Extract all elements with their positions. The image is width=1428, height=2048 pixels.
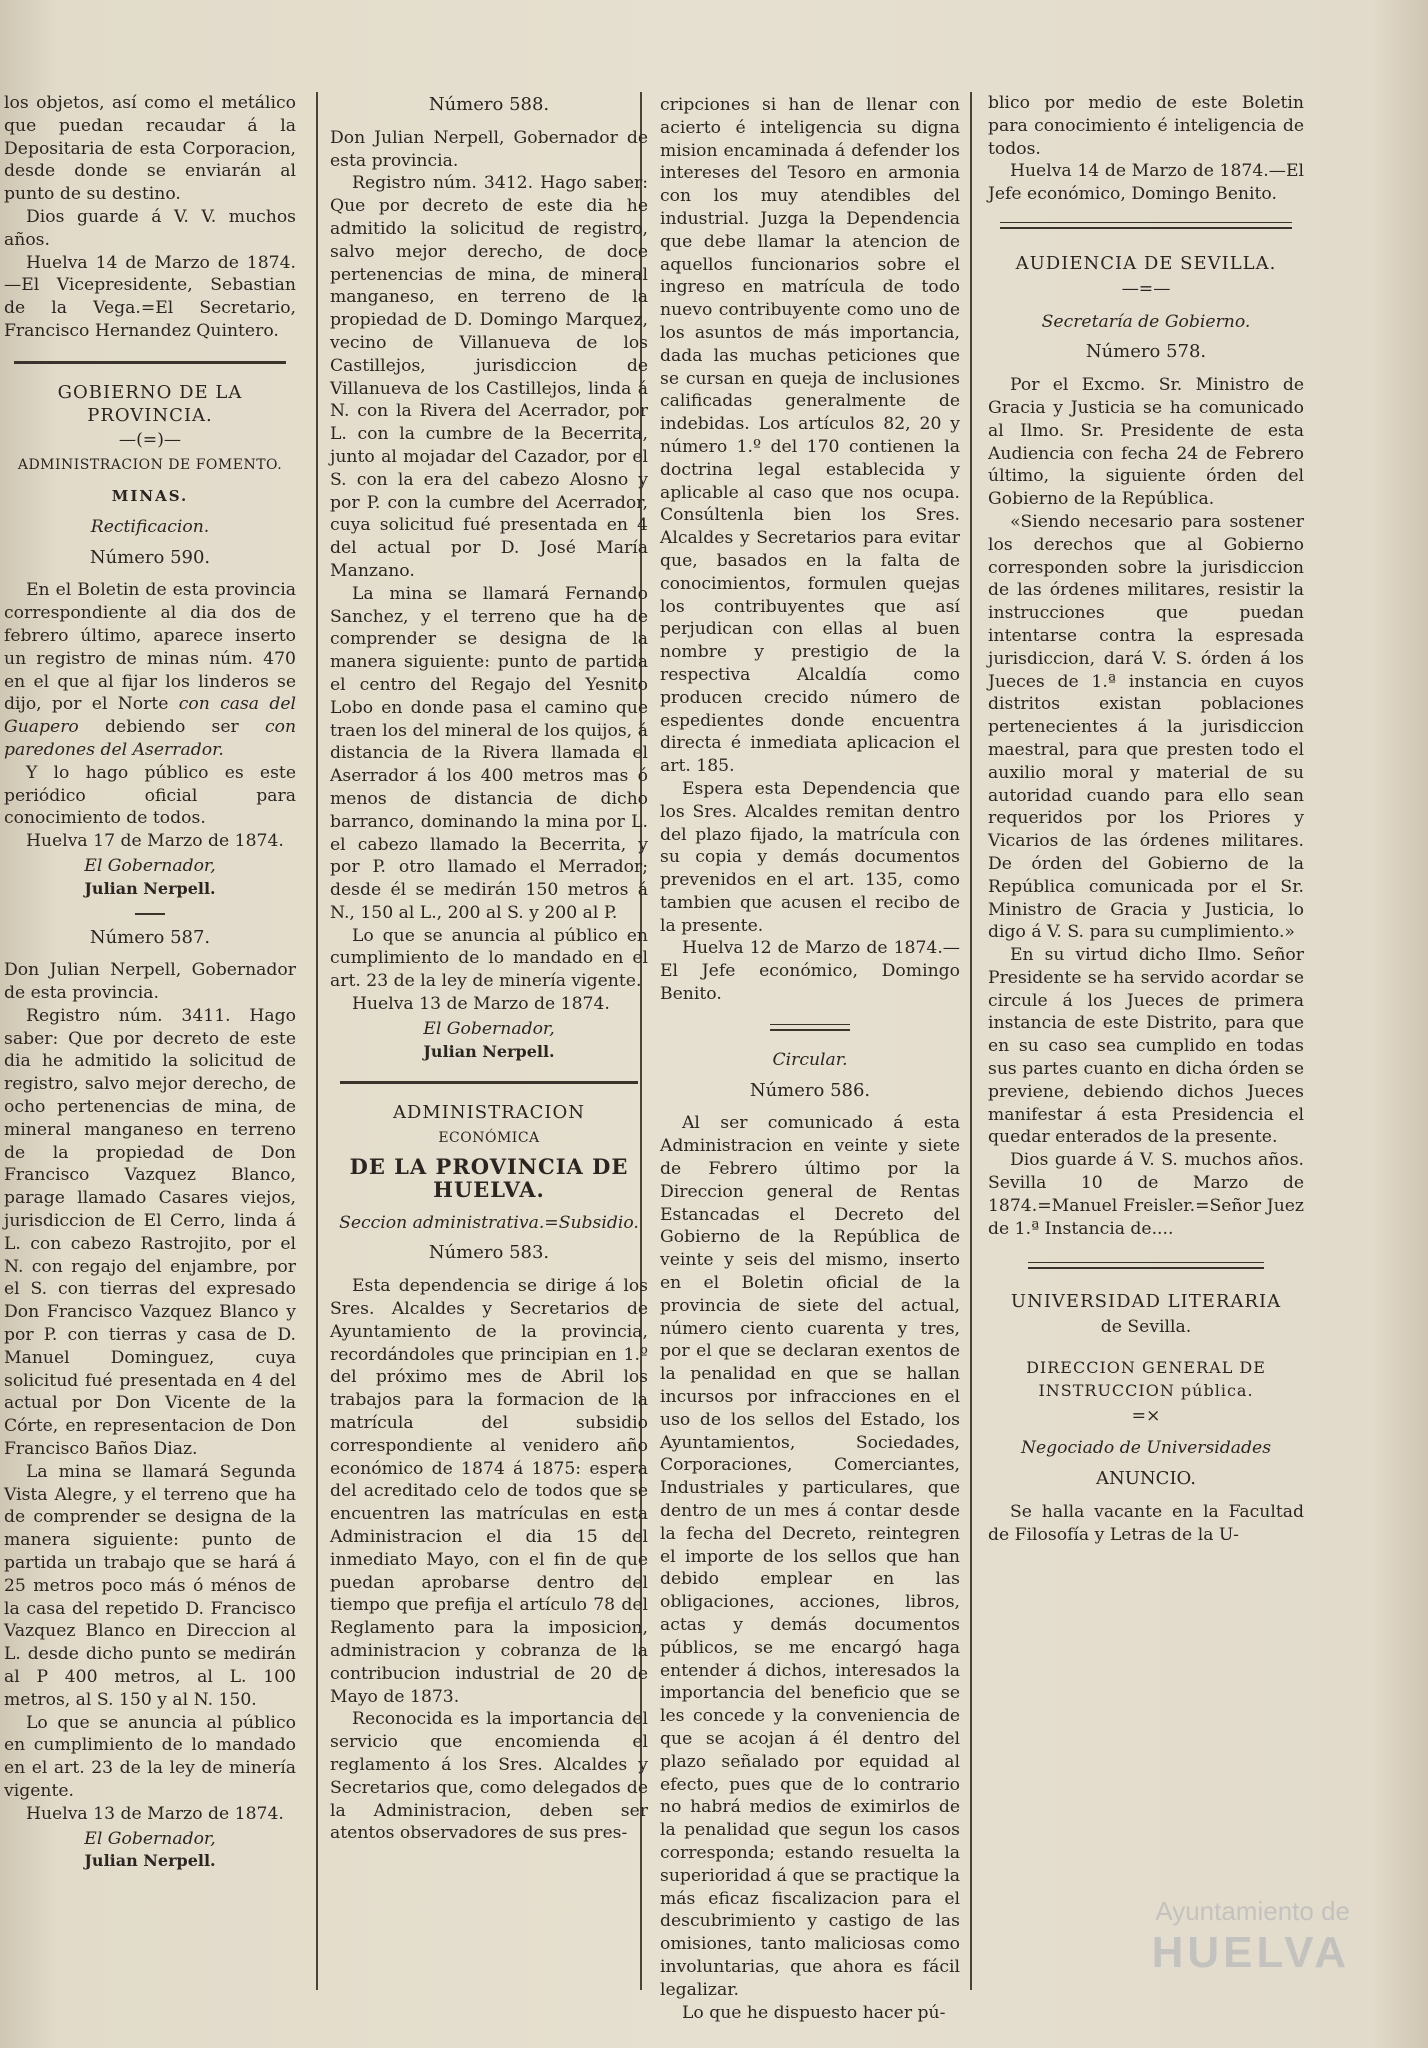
section-heading: UNIVERSIDAD LITERARIA — [1010, 1291, 1282, 1313]
section-rule — [1028, 1262, 1264, 1269]
date-line: Huelva 13 de Marzo de 1874. — [26, 1803, 284, 1824]
section-label: Seccion administrativa.=Subsidio. — [339, 1212, 639, 1233]
signature-block: Huelva 14 de Marzo de 1874.—El Vicepresidente, Sebastian de la Vega.=El Secretario, Francisco Hernandez Quintero. — [4, 252, 296, 341]
paragraph: Don Julian Nerpell, Gobernador de esta provincia. — [4, 960, 296, 1004]
paragraph: Reconocida es la importancia del servicio que encomienda el reglamento á los Sres. Alcaldes y Secretarios que, como delegados de la Administracion, deben ser atentos observadores de sus pres- — [330, 1709, 648, 1844]
section-rule — [14, 361, 286, 364]
paragraph: Lo que he dispuesto hacer pú- — [682, 2002, 946, 2023]
quoted-order: «Siendo necesario para sostener los derechos que al Gobierno corresponden sobre la jurisdiccion de las órdenes militares, resistir la instrucciones que puedan intentarse contra la espresada jurisdiccion, dará V. S. órden á los Jueces de 1.ª instancia en cuyos distritos existan poblaciones pertenecientes á la jurisdiccion maestral, para que presten todo el auxilio moral y material de su autoridad cuando para ello sean requeridos por los Priores y Vicarios de las órdenes militares. De órden del Gobierno de la República comunicada por el Sr. Ministro de Gracia y Justicia, lo digo á V. S. para su cumplimiento.» — [988, 511, 1304, 943]
paragraph: Esta dependencia se dirige á los Sres. Alcaldes y Secretarios de Ayuntamiento de la provincia, recordándoles que principian en 1.º del próximo mes de Abril los trabajos para la formacion de la matrícula del subsidio correspondiente al venidero año económico de 1874 á 1875: espera del acreditado celo de todos que se encuentren las matrículas en esta Administracion el dia 15 del inmediato Mayo, con el fin de que puedan aprobarse dentro del tiempo que prefija el artículo 78 del Reglamento para la imposicion, administracion y cobranza de la contribucion industrial de 20 de Mayo de 1873. — [330, 1276, 648, 1707]
column-2 — [330, 92, 648, 1845]
paragraph: La mina se llamará Segunda Vista Alegre, y el terreno que ha de comprender se designa de la manera siguiente: punto de partida un trabajo que se hará á 25 metros poco más ó ménos de la casa del repetido D. Francisco Vazquez Blanco en Direccion al L. desde dicho punto se medirán al P 400 metros, al L. 100 metros, al S. 150 y al N. 150. — [4, 1461, 296, 1710]
section-heading: AUDIENCIA DE SEVILLA. — [1015, 252, 1277, 274]
notice-number: Número 590. — [89, 546, 211, 568]
section-label: Negociado de Universidades — [1020, 1438, 1272, 1459]
text: con paredones del Aserrador. — [4, 717, 297, 760]
section-heading: DE LA PROVINCIA DE HUELVA. — [349, 1154, 629, 1202]
signature-title: El Gobernador, — [84, 1828, 216, 1849]
paragraph: Dios guarde á V. V. muchos años. — [4, 206, 296, 250]
paragraph: La mina se llamará Fernando Sanchez, y el terreno que ha de comprender se designa de la manera siguiente: punto de partida el centro del Regajo del Yesnito Lobo en donde pasa el camino que traen los del mineral de los quijos, á distancia de la Rivera llamada el Aserrador á los 400 metros mas ó menos de distancia de dicho barranco, dominando la mina por L. el cabezo llamado la Becerrita, y por P. otro llamado el Merrador; desde él se medirán 150 metros á N., 150 al L., 200 al S. y 200 al P. — [330, 583, 648, 923]
paragraph: Lo que se anuncia al público en cumplimiento de lo mandado en el art. 23 de la ley de minería vigente. — [330, 925, 648, 992]
text: En el Boletin de esta provincia correspondiente al dia dos de febrero último, aparece inserto un registro de minas núm. 470 en el que al fijar los linderos se dijo, por el Norte — [4, 580, 296, 715]
archive-watermark — [1110, 1886, 1350, 1986]
paragraph — [4, 579, 296, 761]
subsection-heading: ADMINISTRACION DE FOMENTO. — [17, 457, 283, 474]
notice-type: Circular. — [772, 1049, 848, 1070]
paragraph: Al ser comunicado á esta Administracion en veinte y siete de Febrero último por la Direccion general de Rentas Estancadas el Decreto del Gobierno de la República de veinte y seis del mismo, inserto en el Boletin oficial de la provincia de siete del actual, número ciento cuarenta y tres, por el que se declaran exentos de la penalidad en que se hallan incursos por infracciones en el uso de los sellos del Estado, los Ayuntamientos, Sociedades, Corporaciones, Comerciantes, Industriales y particulares, que dentro de un mes á contar desde la fecha del Decreto, reintegren el importe de los sellos que han debido emplear en las obligaciones, acciones, libros, actas y demás documentos públicos, se me encargó haga entender á dichos, interesados la importancia del beneficio que se les concede y la conveniencia de que se acojan á él dentro del plazo señalado por equidad al efecto, pues que de lo contrario no habrá medios de eximirlos de la penalidad que segun los casos corresponda; estando resuelta la superioridad á que se practique la más eficaz fiscalizacion para el descubrimiento y castigo de las omisiones, tanto maliciosas como involuntarias, que ahora es fácil legalizar. — [660, 1113, 960, 2000]
section-heading: DIRECCION GENERAL DE INSTRUCCION pública. — [1026, 1358, 1266, 1400]
text: debiendo ser — [105, 717, 239, 738]
paragraph: Por el Excmo. Sr. Ministro de Gracia y Justicia se ha comunicado al Ilmo. Sr. Presidente de esta Audiencia con fecha 24 de Febrero último, la siguiente órden del Gobierno de la República. — [988, 375, 1304, 510]
column-rule — [970, 92, 972, 1990]
notice-number: Número 583. — [428, 1242, 550, 1264]
notice-type: Rectificacion. — [90, 516, 210, 537]
signature-name: Julian Nerpell. — [84, 1851, 216, 1871]
date-line: Huelva 17 de Marzo de 1874. — [26, 831, 284, 852]
notice-type: ANUNCIO. — [1096, 1468, 1196, 1490]
signature-title: El Gobernador, — [423, 1018, 555, 1039]
section-heading: ADMINISTRACION — [392, 1102, 586, 1124]
date-line: Huelva 13 de Marzo de 1874. — [352, 994, 610, 1015]
column-3 — [660, 94, 960, 2024]
section-label: Secretaría de Gobierno. — [1041, 311, 1251, 332]
paragraph: Espera esta Dependencia que los Sres. Alcaldes remitan dentro del plazo fijado, la matrícula con su copia y demás documentos prevenidos en el art. 135, como tambien que acusen el recibo de la presente. — [660, 778, 960, 936]
signature-block: Huelva 12 de Marzo de 1874.—El Jefe económico, Domingo Benito. — [660, 938, 960, 1005]
paragraph: Se halla vacante en la Facultad de Filosofía y Letras de la U- — [988, 1502, 1304, 1545]
notice-number: Número 586. — [749, 1079, 871, 1101]
signature-name: Julian Nerpell. — [84, 878, 216, 898]
paragraph: Lo que se anuncia al público en cumplimiento de lo mandado en el art. 23 de la ley de minería vigente. — [4, 1712, 296, 1801]
column-1 — [4, 92, 296, 1873]
paragraph: cripciones si han de llenar con acierto é inteligencia su digna mision encaminada á defender los intereses del Tesoro en armonia con los muy atendibles del industrial. Juzga la Dependencia que debe llamar la atencion de aquellos funcionarios sobre el ingreso en matrícula de todo nuevo contribuyente como uno de los asuntos de más importancia, dada las muchas peticiones que se cursan en queja de inclusiones calificadas generalmente de indebidas. Los artículos 82, 20 y número 1.º del 170 contienen la doctrina legal establecida y aplicable al caso que nos ocupa. Consúltenla bien los Sres. Alcaldes y Secretarios para evitar que, basados en la falta de conocimientos, formulen quejas los contribuyentes que así perjudican con ellas al buen nombre y prestigio de la respectiva Alcaldía como producen crecido número de espedientes donde encuentra directa é inmediata aplicacion el art. 185. — [660, 95, 960, 777]
divider — [135, 913, 165, 915]
text: con casa del Guapero — [4, 694, 296, 738]
signature-block: Huelva 14 de Marzo de 1874.—El Jefe económico, Domingo Benito. — [988, 161, 1304, 205]
heading-separator: —(=)— — [118, 430, 182, 451]
paragraph: Dios guarde á V. S. muchos años. Sevilla 10 de Marzo de 1874.=Manuel Freisler.=Señor Juez de 1.ª Instancia de.... — [988, 1150, 1304, 1239]
signature-name: Julian Nerpell. — [423, 1041, 555, 1061]
heading-separator: =× — [1131, 1405, 1161, 1426]
watermark-line: Ayuntamiento de — [1155, 1896, 1350, 1926]
watermark-line: HUELVA — [1151, 1928, 1350, 1977]
paragraph: los objetos, así como el metálico que puedan recaudar á la Depositaria de esta Corporacion, desde donde se enviarán al punto de su destino. — [4, 93, 296, 205]
paragraph: En su virtud dicho Ilmo. Señor Presidente se ha servido acordar se circule á los Jueces de primera instancia de este Distrito, para que en su caso sea cumplido en todas sus partes cuanto en dicha órden se previene, debiendo dichos Jueces manifestar á esta Presidencia el quedar enterados de la presente. — [988, 945, 1304, 1148]
section-rule — [340, 1081, 638, 1084]
section-heading: GOBIERNO DE LA PROVINCIA. — [57, 381, 243, 426]
paragraph: Don Julian Nerpell, Gobernador de esta provincia. — [330, 127, 648, 171]
notice-number: Número 578. — [1085, 341, 1207, 363]
paragraph: blico por medio de este Boletin para conocimiento é inteligencia de todos. — [988, 93, 1304, 159]
column-4 — [988, 92, 1304, 1547]
heading-separator: —=— — [1121, 278, 1171, 299]
section-rule — [1000, 222, 1292, 229]
section-subheading: ECONÓMICA — [438, 1130, 540, 1147]
subsection-heading: MINAS. — [111, 486, 189, 505]
signature-title: El Gobernador, — [84, 855, 216, 876]
divider — [770, 1024, 850, 1031]
paragraph: Registro núm. 3412. Hago saber: Que por decreto de este dia he admitido la solicitud de registro, salvo mejor derecho, de doce pertenencias de mina, de mineral manganeso, en terreno de la propiedad de D. Domingo Marquez, vecino de Villanueva de los Castillejos, jurisdiccion de Villanueva de los Castillejos, linda á N. con la Rivera del Acerrador, por L. con la cumbre de la Becerrita, junto al mojadar del Cazador, por el S. con la era del cabezo Alosno y por P. con la cumbre del Acerrador, cuya solicitud fué presentada en 4 del actual por D. José María Manzano. — [330, 173, 648, 581]
paragraph: Y lo hago público es este periódico oficial para conocimiento de todos. — [4, 762, 296, 829]
section-subheading: de Sevilla. — [1100, 1317, 1192, 1338]
notice-number: Número 588. — [428, 94, 550, 115]
paragraph: Registro núm. 3411. Hago saber: Que por decreto de este dia he admitido la solicitud de registro, salvo mejor derecho, de ocho pertenencias de mina, de mineral manganeso en terreno de la propiedad de Don Francisco Vazquez Blanco, parage llamado Casares viejos, jurisdiccion de El Cerro, linda á L. con cabezo Rastrojito, por el N. con regajo del enjambre, por el S. con tierras del expresado Don Francisco Vazquez Blanco y por P. con tierras y casa de D. Manuel Dominguez, cuya solicitud fué presentada en 4 del actual por Don Vicente de la Córte, en representacion de Don Francisco Baños Diaz. — [4, 1005, 296, 1460]
column-rule — [316, 92, 318, 1990]
notice-number: Número 587. — [89, 926, 211, 948]
